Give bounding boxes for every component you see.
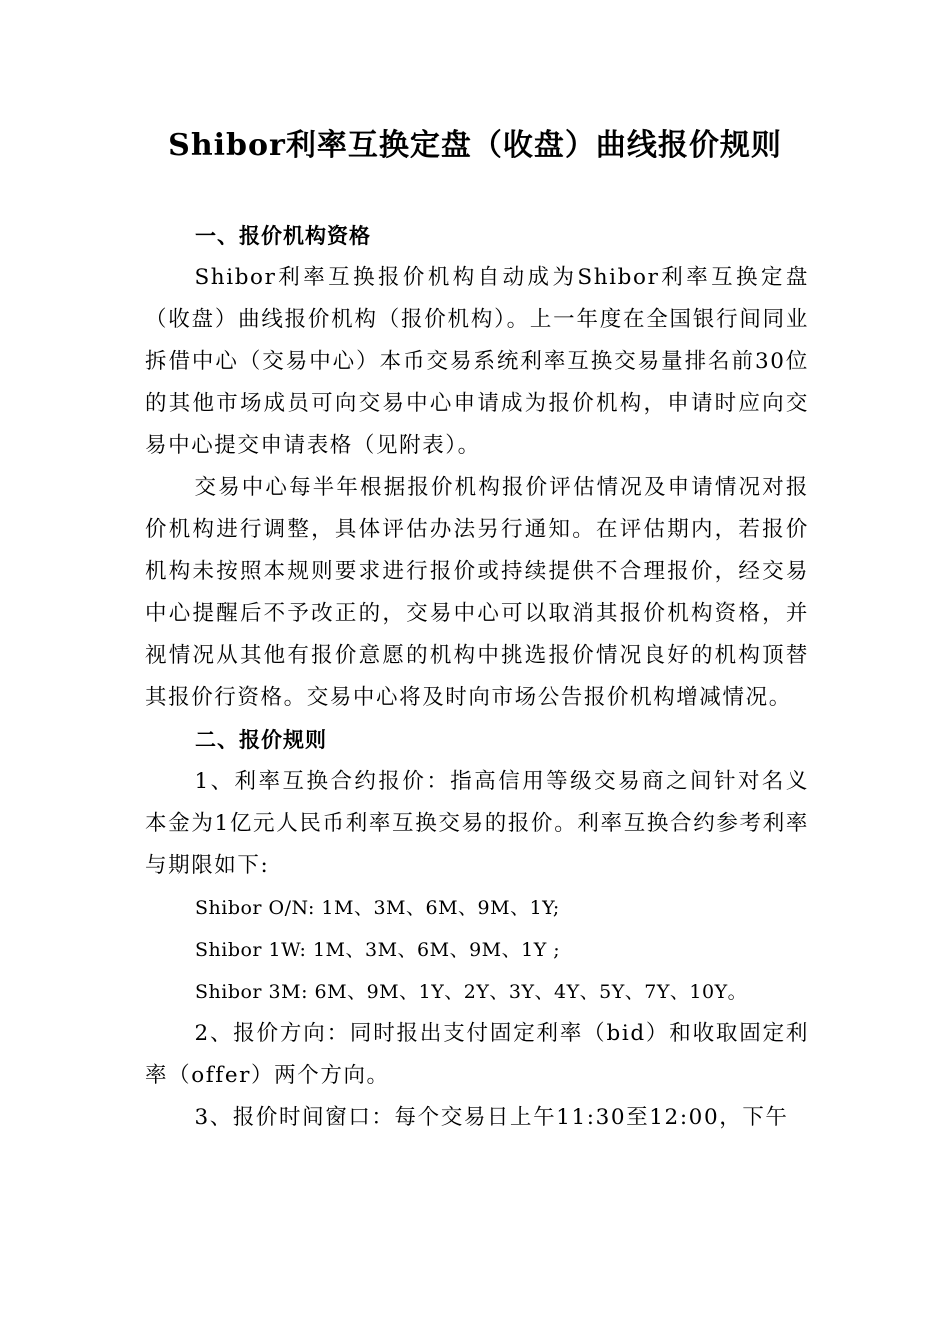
paragraph-rule-direction: 2、报价方向：同时报出支付固定利率（bid）和收取固定利率（offer）两个方向。: [145, 1021, 809, 1088]
rate-line-shibor-3m: Shibor 3M: 6M、9M、1Y、2Y、3Y、4Y、5Y、7Y、10Y。: [195, 981, 748, 1003]
paragraph-rule-contract: 1、利率互换合约报价：指高信用等级交易商之间针对名义本金为1亿元人民币利率互换交易的报价。利率互换合约参考利率与期限如下:: [145, 769, 809, 878]
rate-line-shibor-on: Shibor O/N: 1M、3M、6M、9M、1Y;: [195, 897, 560, 919]
section-heading-qualification: 一、报价机构资格: [195, 224, 371, 248]
paragraph-qualification-1: Shibor利率互换报价机构自动成为Shibor利率互换定盘（收盘）曲线报价机构（报价机构）。上一年度在全国银行间同业拆借中心（交易中心）本币交易系统利率互换交易量排名前30位的其他市场成员可向交易中心申请成为报价机构，申请时应向交易中心提交申请表格（见附表）。: [145, 265, 809, 458]
paragraph-rule-time-window: 3、报价时间窗口：每个交易日上午11:30至12:00，下午: [194, 1105, 789, 1130]
document-title: Shibor利率互换定盘（收盘）曲线报价规则: [168, 128, 782, 163]
document-body: [145, 215, 809, 1139]
rate-line-shibor-1w: Shibor 1W: 1M、3M、6M、9M、1Y ;: [195, 939, 561, 961]
section-heading-rules: 二、报价规则: [195, 728, 327, 752]
paragraph-qualification-2: 交易中心每半年根据报价机构报价评估情况及申请情况对报价机构进行调整，具体评估办法另行通知。在评估期内，若报价机构未按照本规则要求进行报价或持续提供不合理报价，经交易中心提醒后不予改正的，交易中心可以取消其报价机构资格，并视情况从其他有报价意愿的机构中挑选报价情况良好的机构顶替其报价行资格。交易中心将及时向市场公告报价机构增减情况。: [145, 475, 809, 710]
